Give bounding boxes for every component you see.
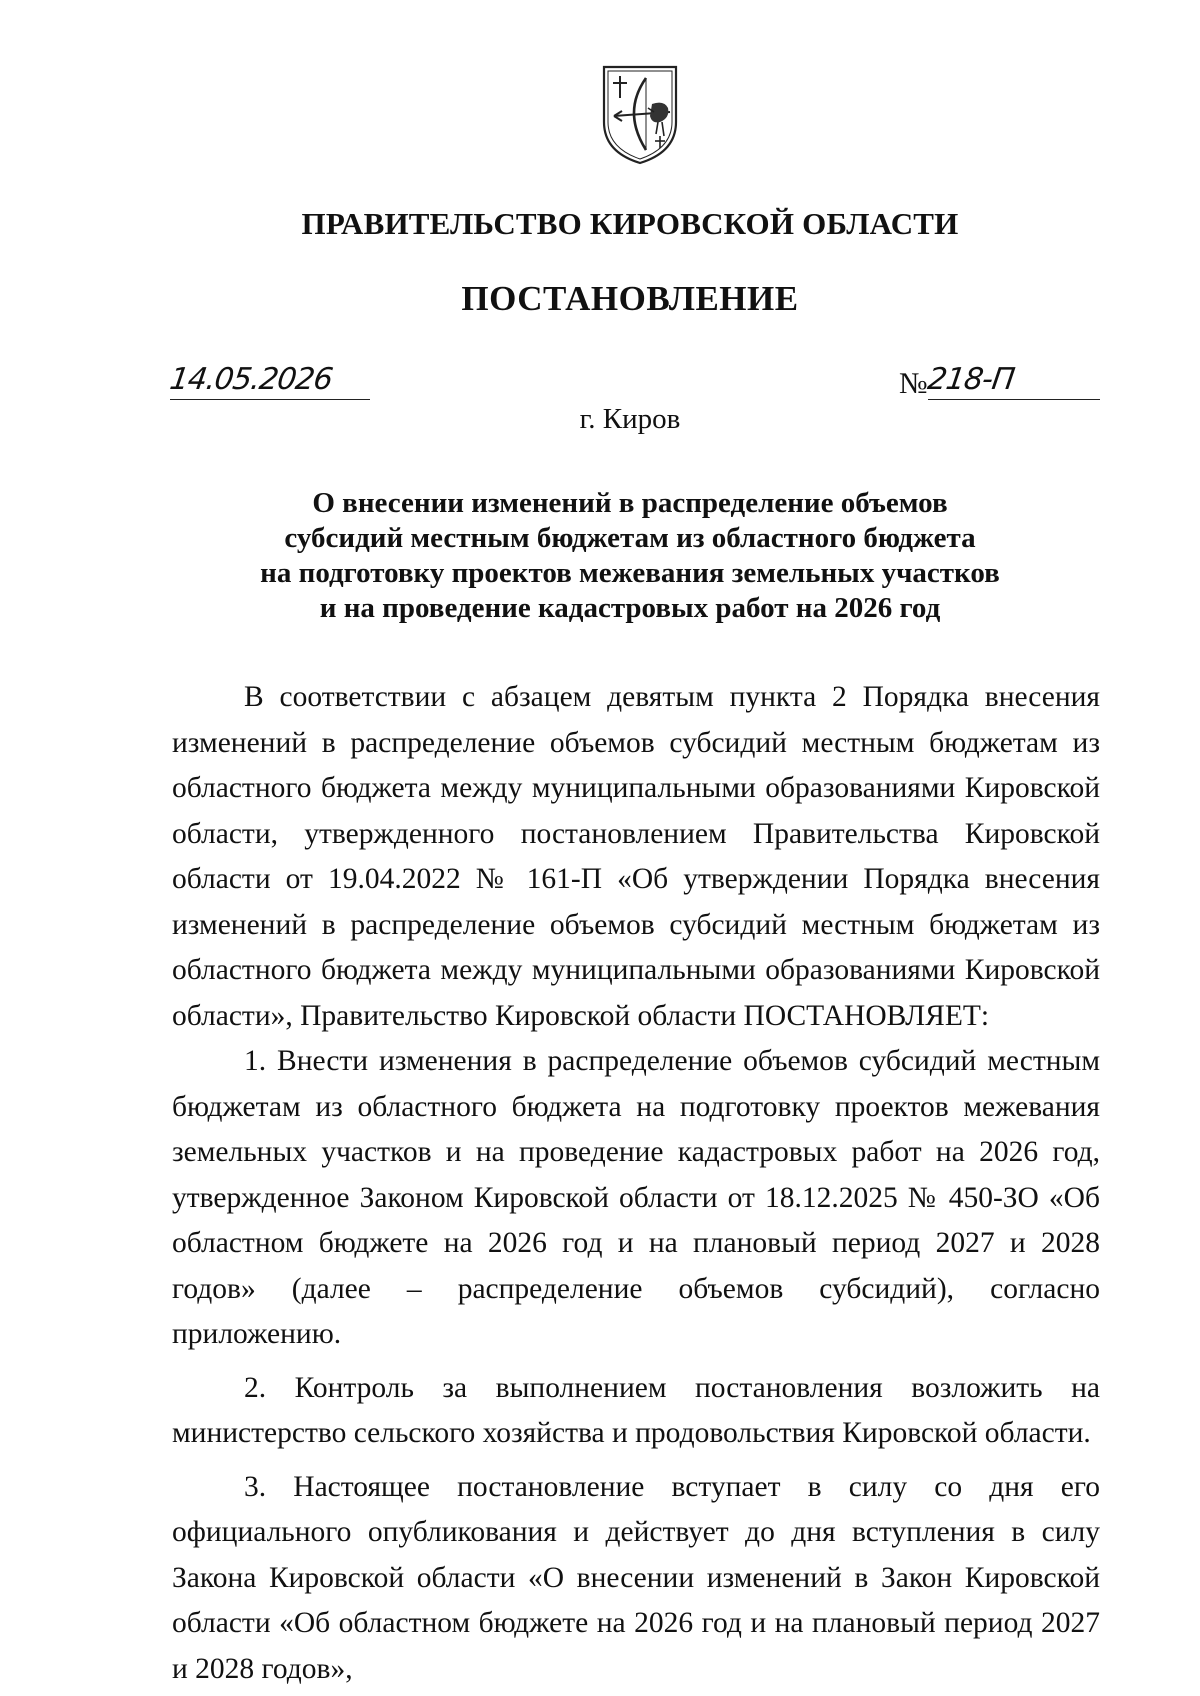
document-title [200,486,1060,626]
clause-3: 3. Настоящее постановление вступает в силу со дня его официального опубликования и действует до дня вступления в силу Закона Кировской области «О внесении изменений в Закон Кировской области «Об областном бюджете на 2026 год и на плановый период 2027 и 2028 годов», [172,1470,1100,1685]
date-underline [170,399,370,400]
city: г. Киров [579,403,681,435]
title-line: и на проведение кадастровых работ на 2026 год [319,592,941,624]
coat-of-arms-icon [600,64,680,166]
document-body [172,675,1100,1692]
title-line: субсидий местным бюджетам из областного бюджета [284,522,976,554]
clause-2: 2. Контроль за выполнением постановления возложить на министерство сельского хозяйства и продовольствия Кировской области. [172,1371,1100,1449]
number-sign: № [899,367,928,400]
number-underline [928,399,1100,400]
clause-1: 1. Внести изменения в распределение объемов субсидий местным бюджетам из областного бюджета на подготовку проектов межевания земельных участков и на проведение кадастровых работ на 2026 год, утвержденное Законом Кировской области от 18.12.2025 № 450-ЗО «Об областном бюджете на 2026 год и на плановый период 2027 и 2028 годов» (далее – распределение объемов субсидий), согласно приложению. [172,1045,1100,1350]
document-type: ПОСТАНОВЛЕНИЕ [461,279,799,318]
government-name: ПРАВИТЕЛЬСТВО КИРОВСКОЙ ОБЛАСТИ [301,206,959,241]
title-line: О внесении изменений в распределение объемов [312,487,948,519]
preamble-paragraph: В соответствии с абзацем девятым пункта 2 Порядка внесения изменений в распределение объемов субсидий местным бюджетам из областного бюджета между муниципальными образованиями Кировской области, утвержденного постановлением Правительства Кировской области от 19.04.2022 № 161-П «Об утверждении Порядка внесения изменений в распределение объемов субсидий местным бюджетам из областного бюджета между муниципальными образованиями Кировской области», Правительство Кировской области ПОСТАНОВЛЯЕТ: [172,681,1100,1032]
document-date: 14.05.2026 [167,362,335,397]
title-line: на подготовку проектов межевания земельных участков [260,557,1000,589]
document-number: 218-П [925,362,1017,397]
